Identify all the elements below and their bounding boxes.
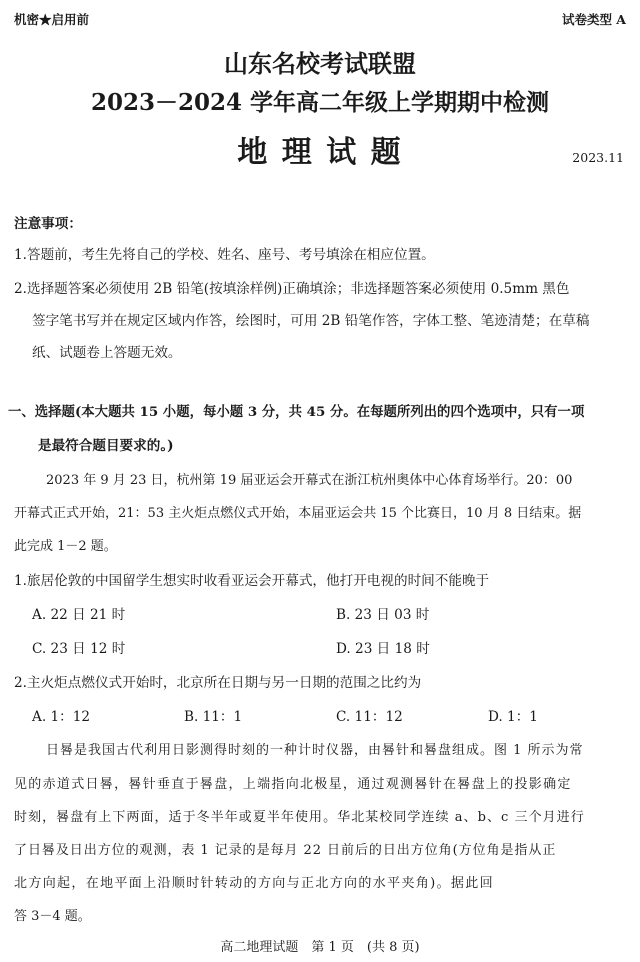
passage2-line-1: 日晷是我国古代利用日影测得时刻的一种计时仪器，由晷针和晷盘组成。图 1 所示为常: [46, 743, 584, 758]
confidential-label: 机密★启用前: [14, 12, 90, 27]
passage2-line-6: 答 3－4 题。: [14, 909, 91, 924]
paper-type-label: 试卷类型 A: [561, 12, 626, 27]
passage1-line-1: 2023 年 9 月 23 日，杭州第 19 届亚运会开幕式在浙江杭州奥体中心体育场举行。20：00: [46, 473, 573, 488]
notes-item-2-line-3: 纸、试题卷上答题无效。: [32, 345, 182, 361]
question-1-option-d: D. 23 日 18 时: [336, 641, 430, 657]
question-2-option-b: B. 11：1: [184, 709, 243, 725]
page-footer: 高二地理试题 第 1 页 (共 8 页): [220, 940, 420, 955]
question-1-option-c: C. 23 日 12 时: [32, 641, 126, 657]
question-1-option-b: B. 23 日 03 时: [336, 607, 430, 623]
passage1-line-3: 此完成 1－2 题。: [14, 539, 117, 554]
question-2-option-c: C. 11：12: [336, 709, 403, 725]
question-1-stem: 1.旅居伦敦的中国留学生想实时收看亚运会开幕式，他打开电视的时间不能晚于: [14, 573, 490, 589]
subject-title: 地 理 试 题: [237, 135, 403, 170]
question-2-option-d: D. 1：1: [488, 709, 538, 725]
notes-item-2-line-1: 2.选择题答案必须使用 2B 铅笔(按填涂样例)正确填涂；非选择题答案必须使用 0.5mm 黑色: [14, 281, 570, 297]
notes-item-1: 1.答题前，考生先将自己的学校、姓名、座号、考号填涂在相应位置。: [14, 247, 435, 263]
passage2-line-2: 见的赤道式日晷，晷针垂直于晷盘，上端指向北极星，通过观测晷针在晷盘上的投影确定: [14, 777, 572, 792]
passage2-line-5: 北方向起，在地平面上沿顺时针转动的方向与正北方向的水平夹角)。据此回: [14, 876, 494, 891]
notes-item-2-line-2: 签字笔书写并在规定区域内作答，绘图时，可用 2B 铅笔作答，字体工整、笔迹清楚；在草稿: [32, 313, 590, 329]
question-2-stem: 2.主火炬点燃仪式开始时，北京所在日期与另一日期的范围之比约为: [14, 675, 422, 691]
question-1-option-a: A. 22 日 21 时: [32, 607, 126, 623]
union-title: 山东名校考试联盟: [224, 49, 416, 78]
exam-date: 2023.11: [572, 150, 624, 165]
question-2-option-a: A. 1：12: [32, 709, 90, 725]
section-heading-line-1: 一、选择题(本大题共 15 小题，每小题 3 分，共 45 分。在每题所列出的四个选项中，只有一项: [8, 404, 585, 420]
passage2-line-4: 了日晷及日出方位的观测，表 1 记录的是每月 22 日前后的日出方位角(方位角是指从正: [14, 843, 557, 858]
passage2-line-3: 时刻，晷盘有上下两面，适于冬半年或夏半年使用。华北某校同学连续 a、b、c 三个月进行: [14, 810, 585, 825]
term-title: 2023－2024 学年高二年级上学期期中检测: [90, 89, 550, 116]
passage1-line-2: 开幕式正式开始，21：53 主火炬点燃仪式开始，本届亚运会共 15 个比赛日，10 月 8 日结束。据: [14, 506, 582, 521]
notes-heading: 注意事项：: [14, 216, 82, 232]
section-heading-line-2: 是最符合题目要求的。): [38, 438, 174, 454]
